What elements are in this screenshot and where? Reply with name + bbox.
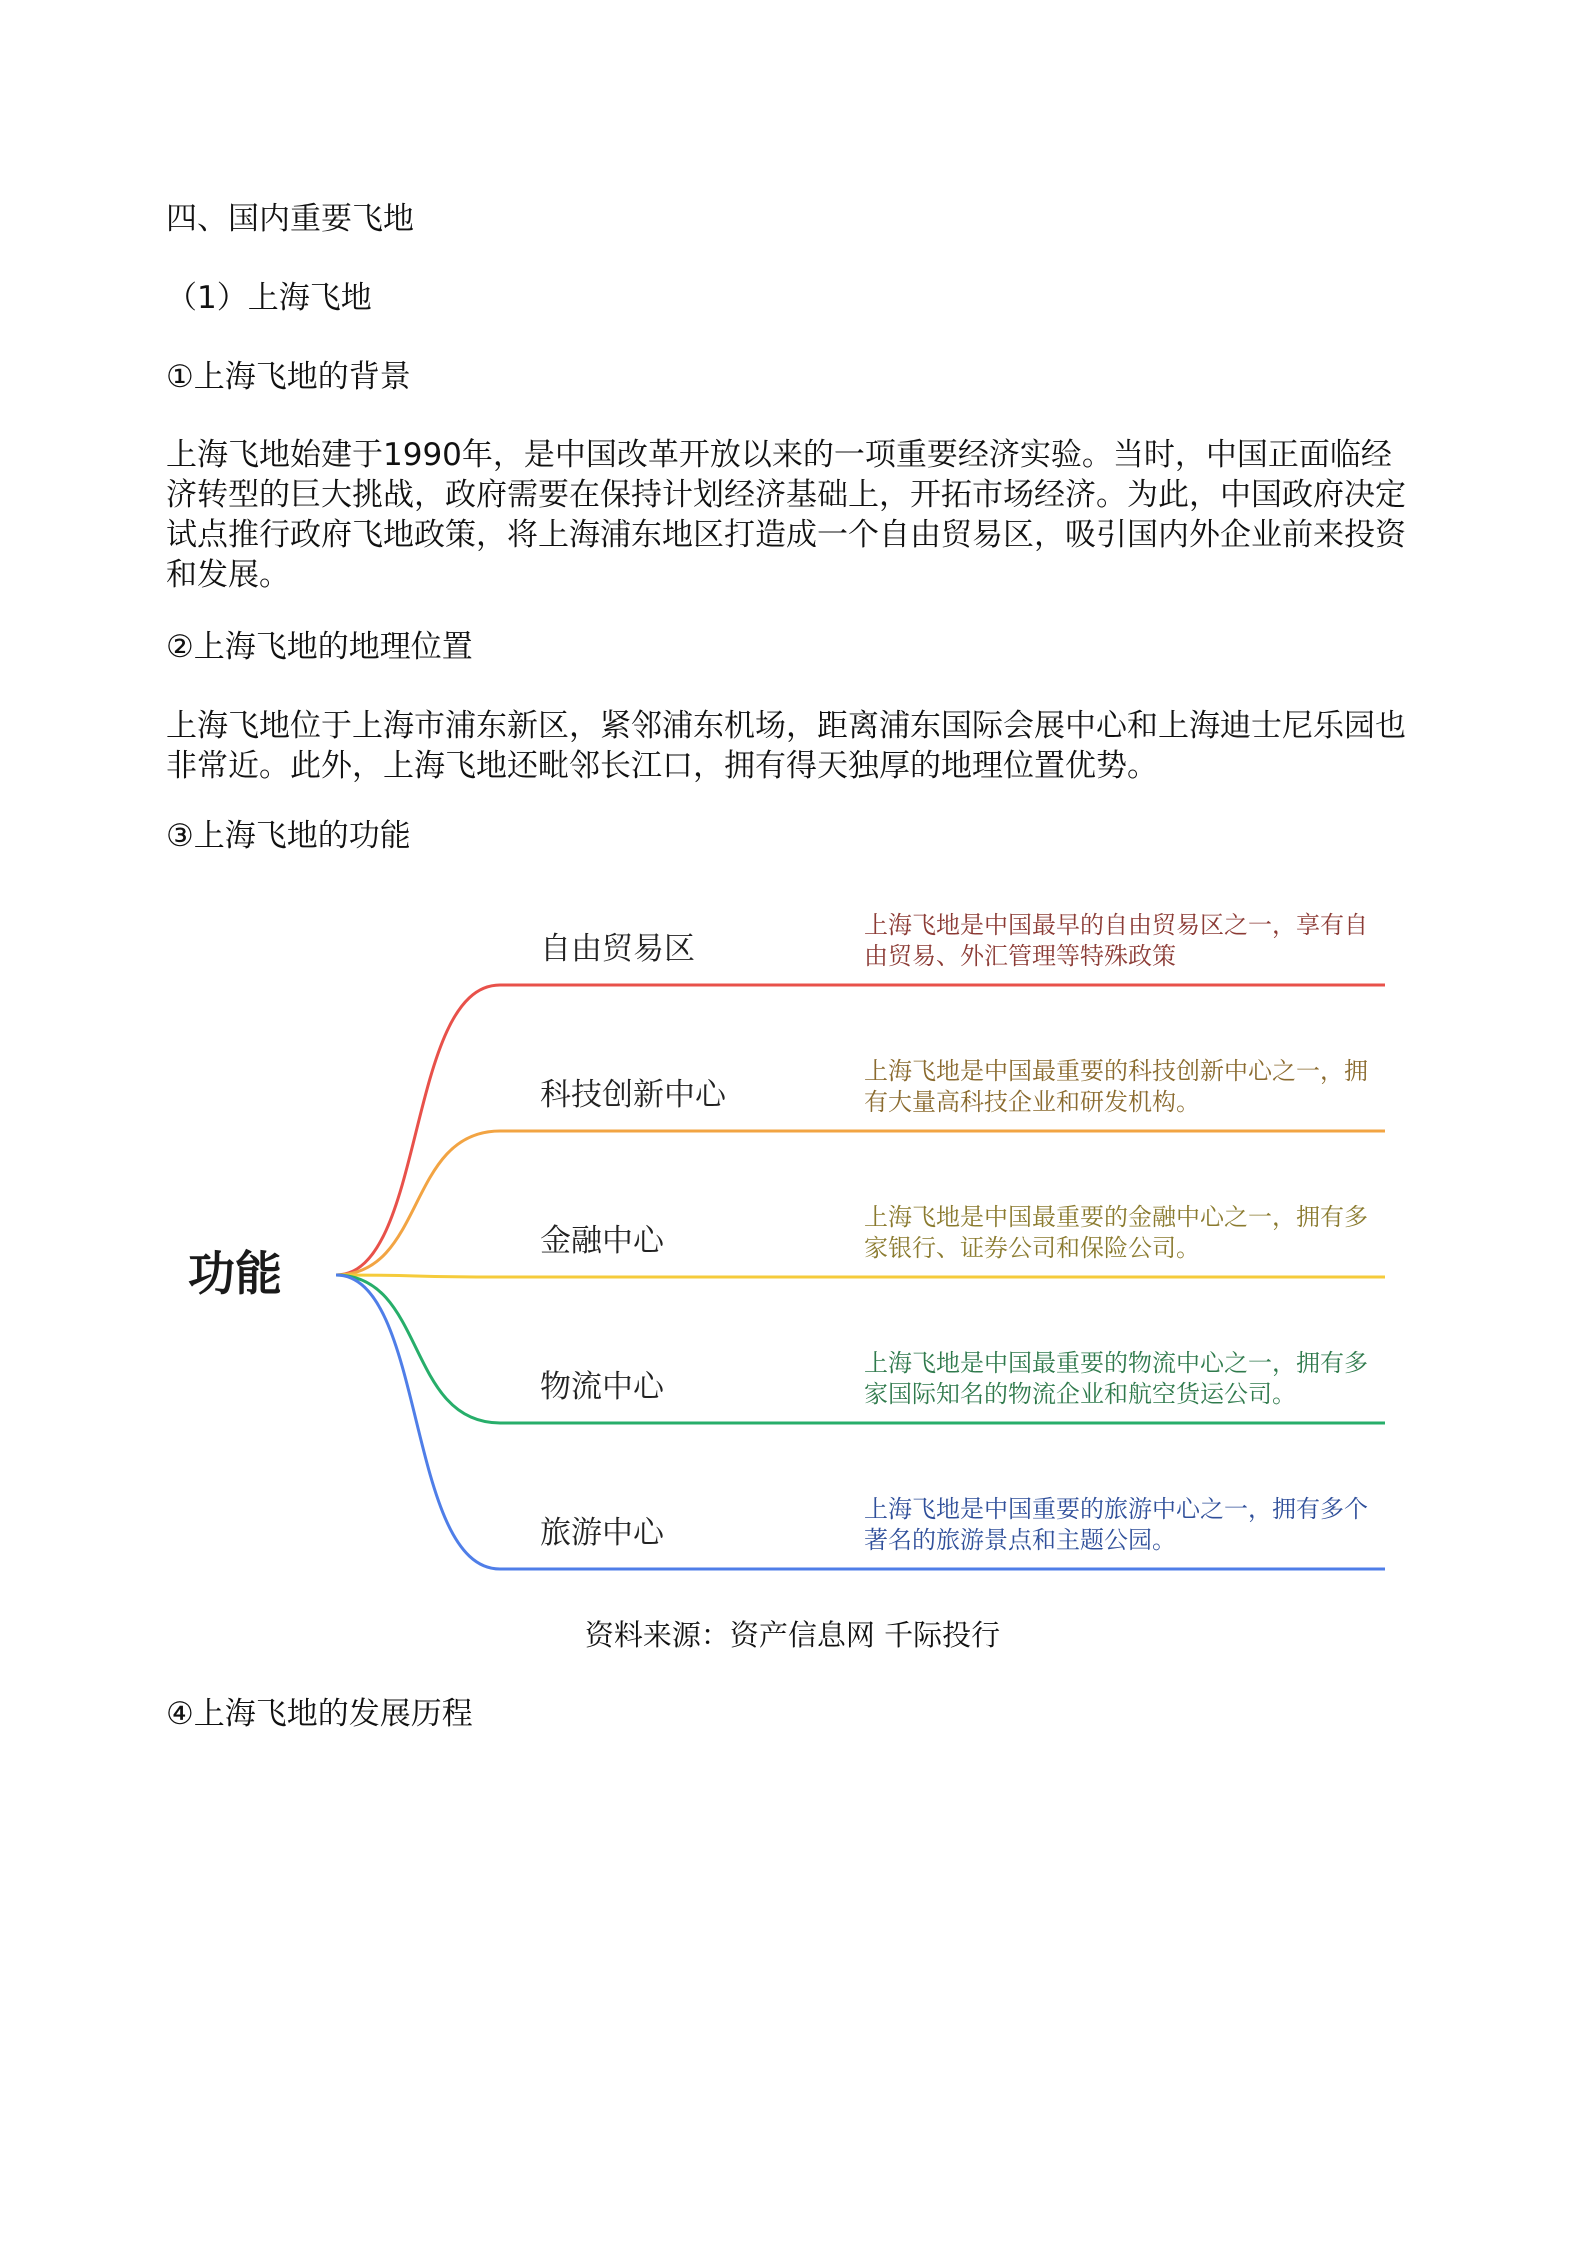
mindmap-branch-label: 科技创新中心 [540,1077,726,1113]
history-heading: ④上海飞地的发展历程 [166,1696,473,1732]
subsection-title: （1）上海飞地 [166,280,372,316]
mindmap-root-label: 功能 [188,1247,282,1302]
figure-caption: 资料来源：资产信息网 千际投行 [584,1618,1001,1652]
mindmap-branch-description: 有大量高科技企业和研发机构。 [864,1088,1200,1116]
mindmap-branch-label: 物流中心 [540,1369,664,1405]
background-line: 上海飞地始建于1990年，是中国改革开放以来的一项重要经济实验。当时，中国正面临经 [166,437,1392,473]
section-title: 四、国内重要飞地 [166,201,414,237]
geography-heading: ②上海飞地的地理位置 [166,629,473,665]
mindmap-branch-description: 上海飞地是中国最重要的科技创新中心之一，拥 [864,1057,1368,1085]
mindmap-branch-description: 家银行、证券公司和保险公司。 [864,1234,1200,1262]
background-heading: ①上海飞地的背景 [166,359,411,395]
mindmap-branch-description: 家国际知名的物流企业和航空货运公司。 [864,1380,1296,1408]
mindmap-branch-label: 旅游中心 [540,1515,664,1551]
mindmap-branch-line [336,1275,1385,1277]
mindmap-branch-description: 上海飞地是中国最重要的金融中心之一，拥有多 [864,1203,1368,1231]
mindmap-branch-label: 自由贸易区 [540,931,695,967]
background-line: 试点推行政府飞地政策，将上海浦东地区打造成一个自由贸易区，吸引国内外企业前来投资 [166,517,1406,553]
mindmap-branch-description: 上海飞地是中国重要的旅游中心之一，拥有多个 [864,1495,1368,1523]
mindmap-branch-description: 著名的旅游景点和主题公园。 [864,1526,1176,1554]
mindmap-branch-description: 由贸易、外汇管理等特殊政策 [864,942,1176,970]
geography-line: 上海飞地位于上海市浦东新区，紧邻浦东机场，距离浦东国际会展中心和上海迪士尼乐园也 [166,708,1406,744]
mindmap-branch-description: 上海飞地是中国最重要的物流中心之一，拥有多 [864,1349,1368,1377]
mindmap-branch-description: 上海飞地是中国最早的自由贸易区之一，享有自 [864,911,1368,939]
background-line: 和发展。 [166,557,290,593]
background-line: 济转型的巨大挑战，政府需要在保持计划经济基础上，开拓市场经济。为此，中国政府决定 [166,477,1406,513]
mindmap-branches [336,911,1385,1569]
mindmap-branch-label: 金融中心 [540,1223,664,1259]
functions-heading: ③上海飞地的功能 [166,818,411,854]
geography-line: 非常近。此外，上海飞地还毗邻长江口，拥有得天独厚的地理位置优势。 [166,748,1158,784]
